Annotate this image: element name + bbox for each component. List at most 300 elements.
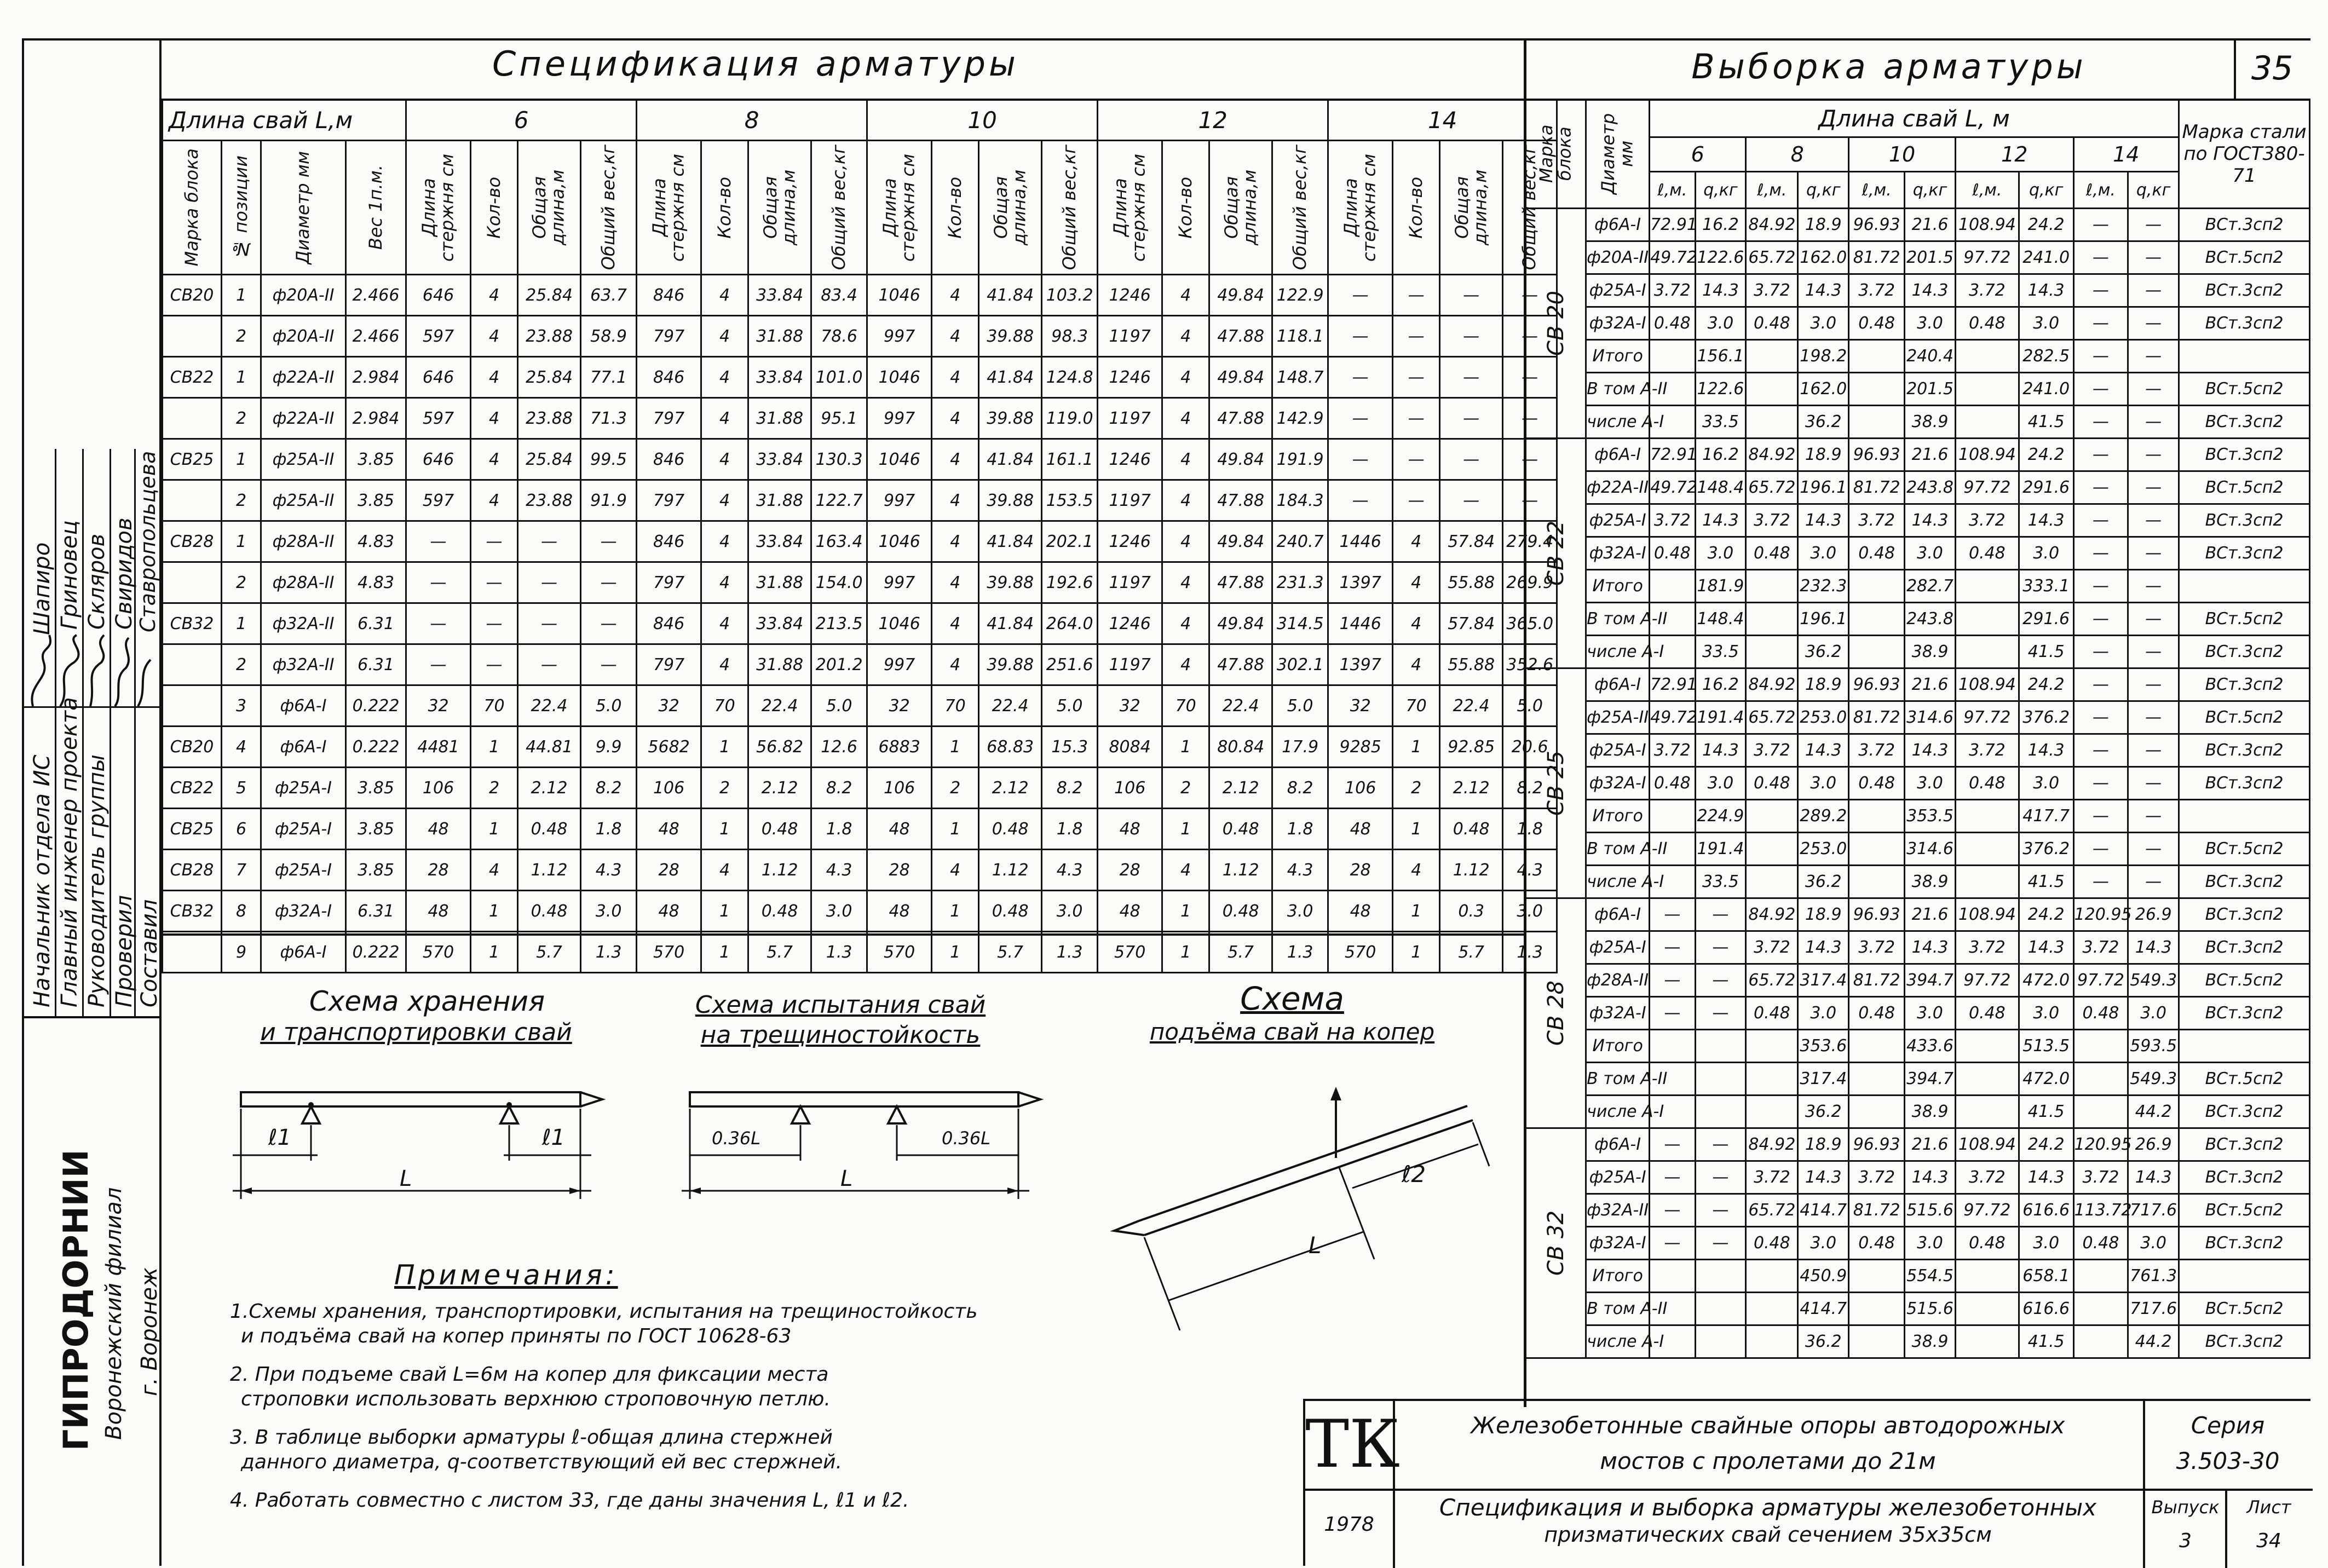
storage-title-2: и транспортировки свай [260,1018,572,1046]
spec-cell: 3.0 [581,891,637,932]
title-block [1303,1399,2310,1566]
spec-cell: 1.8 [811,809,867,850]
sel-cell [1746,1325,1798,1358]
spec-cell: 365.0 [1503,603,1557,644]
spec-cell: 1246 [1098,603,1162,644]
spec-cell: 8.2 [1042,768,1098,809]
sel-row [1526,931,2310,964]
spec-cell: 5682 [637,727,701,768]
sel-cell: 44.2 [2128,1325,2179,1358]
sel-cell: 0.48 [1650,767,1695,800]
note-line-2: и подъёма свай на копер приняты по ГОСТ 10628-63 [241,1325,792,1347]
role-2: Главный инженер проекта [57,697,82,1007]
spec-cell: 4 [1162,439,1209,480]
spec-header-total_w: Общий вес,кг [1503,141,1557,275]
spec-cell: 98.3 [1042,316,1098,357]
sel-cell: 120.95 [2073,1128,2128,1161]
spec-cell: 4 [1162,644,1209,685]
sel-cell: 472.0 [2019,1063,2073,1096]
sel-cell [1650,570,1695,603]
sel-cell: — [2073,241,2128,274]
spec-cell: 2 [222,562,261,603]
sel-cell: 0.48 [1746,307,1798,340]
sel-cell: 21.6 [1905,209,1956,241]
spec-title: Спецификация арматуры [492,44,1019,84]
spec-cell: — [1503,480,1557,521]
spec-cell: 4 [471,357,518,398]
note-line-3: 2. При подъеме свай L=6м на копер для фиксации места [230,1363,829,1386]
sel-cell: 3.72 [1746,1161,1798,1194]
sel-row [1526,1194,2310,1227]
spec-cell: 570 [637,932,701,973]
spec-cell: — [518,521,581,562]
spec-cell: 797 [637,316,701,357]
spec-cell: 2 [701,768,748,809]
sel-cell: 122.6 [1695,373,1746,406]
spec-cell: 8.2 [1503,768,1557,809]
spec-cell: 1397 [1328,644,1393,685]
spec-cell: 48 [637,809,701,850]
spec-cell: — [406,644,471,685]
sel-cell [1746,800,1798,833]
sel-cell: 41.5 [2019,1096,2073,1128]
spec-cell: 3.85 [346,480,406,521]
sel-row [1526,1161,2310,1194]
spec-cell: 2.12 [1209,768,1272,809]
sel-cell: 0.48 [1955,537,2019,570]
sel-cell [1695,1030,1746,1063]
sel-cell: — [2073,307,2128,340]
spec-header-qty: Кол-во [1393,141,1440,275]
sel-cell: 65.72 [1746,701,1798,734]
sel-row [1526,701,2310,734]
spec-cell: 4 [471,316,518,357]
spec-cell: 213.5 [811,603,867,644]
sel-cell: 3.72 [1746,504,1798,537]
spec-cell: 1.12 [979,850,1042,891]
sel-diam-cell: Итого [1586,1030,1650,1063]
spec-cell: — [1440,398,1503,439]
sel-cell [1849,1260,1905,1293]
sel-steel-cell: ВСт.5сп2 [2179,1063,2310,1096]
sel-cell: 3.72 [1650,734,1695,767]
spec-cell: 4 [932,603,979,644]
spec-row [163,316,1557,357]
spec-cell: 4 [701,562,748,603]
sel-cell: 16.2 [1695,439,1746,471]
spec-cell: 47.88 [1209,316,1272,357]
spec-cell: ф32А-II [261,603,346,644]
sel-cell: — [2073,701,2128,734]
sel-cell: 3.72 [1849,1161,1905,1194]
sel-cell: 108.94 [1955,668,2019,701]
sel-cell: 253.0 [1798,701,1849,734]
sel-cell: 36.2 [1798,1325,1849,1358]
sel-cell [1695,1260,1746,1293]
sel-cell: — [2128,439,2179,471]
sel-cell: — [2128,471,2179,504]
spec-cell: 12.6 [811,727,867,768]
sel-diam-cell: ф25А-I [1586,931,1650,964]
sel-cell: 0.48 [1650,537,1695,570]
sel-cell: 240.4 [1905,340,1956,373]
sel-cell: 394.7 [1905,1063,1956,1096]
sel-cell: 14.3 [1798,931,1849,964]
sel-cell: — [2128,734,2179,767]
spec-cell: 646 [406,275,471,316]
spec-cell: 4 [471,398,518,439]
spec-cell: 28 [637,850,701,891]
spec-cell: 48 [406,891,471,932]
sel-cell: 21.6 [1905,439,1956,471]
sel-cell [1695,1096,1746,1128]
spec-cell: 4 [701,480,748,521]
spec-header-rod_len: Длина стержня см [1328,141,1393,275]
sel-cell: 72.91 [1650,209,1695,241]
spec-cell: 0.48 [518,891,581,932]
sel-cell: 333.1 [2019,570,2073,603]
spec-block-cell: СВ32 [163,603,222,644]
sel-cell: 162.0 [1798,241,1849,274]
spec-cell: 570 [867,932,932,973]
spec-cell: ф6А-I [261,685,346,727]
org-name: ГИПРОДОРНИИ [56,1149,96,1451]
logo-tk: ТК [1305,1406,1400,1483]
spec-row [163,521,1557,562]
sel-cell: 243.8 [1905,603,1956,636]
lift-scheme-drawing [1106,1057,1489,1330]
sel-cell: 3.72 [1849,504,1905,537]
sel-cell: — [1695,1128,1746,1161]
spec-cell: 4.3 [581,850,637,891]
spec-cell: 846 [637,439,701,480]
sel-cell: 26.9 [2128,1128,2179,1161]
sel-cell: 0.48 [1849,767,1905,800]
spec-block-cell: СВ20 [163,275,222,316]
spec-cell: 9.9 [581,727,637,768]
spec-cell: 2.466 [346,316,406,357]
sel-cell: — [1650,997,1695,1030]
spec-cell: 33.84 [748,521,811,562]
spec-cell: 3.85 [346,850,406,891]
sel-cell [1849,636,1905,668]
sel-steel-cell: ВСт.3сп2 [2179,734,2310,767]
sel-cell: 414.7 [1798,1194,1849,1227]
spec-cell: 57.84 [1440,521,1503,562]
sel-cell: 72.91 [1650,668,1695,701]
spec-cell: 597 [406,398,471,439]
role-5: Составил [137,899,162,1007]
spec-cell: 1 [932,932,979,973]
spec-cell: 56.82 [748,727,811,768]
spec-cell: ф22А-II [261,357,346,398]
spec-cell: 0.48 [1209,891,1272,932]
sel-cell: 224.9 [1695,800,1746,833]
spec-cell: 5.0 [1272,685,1328,727]
spec-cell: 4 [1162,357,1209,398]
sel-cell [1746,1030,1798,1063]
sel-steel-cell: ВСт.3сп2 [2179,636,2310,668]
spec-cell: — [1328,275,1393,316]
spec-cell: — [471,644,518,685]
sel-cell: 317.4 [1798,1063,1849,1096]
spec-cell: 0.222 [346,932,406,973]
spec-cell: — [1440,275,1503,316]
sel-cell: 14.3 [1905,734,1956,767]
sel-cell: 33.5 [1695,406,1746,439]
signatures [22,630,162,712]
sel-cell [1746,406,1798,439]
spec-cell: 4 [701,521,748,562]
sel-steel-cell [2179,570,2310,603]
sel-cell: — [1650,1194,1695,1227]
spec-cell: 4 [932,644,979,685]
spec-cell: 4.83 [346,521,406,562]
sel-cell [1955,570,2019,603]
sel-cell [2073,1325,2128,1358]
sel-diam-cell: ф25А-I [1586,1161,1650,1194]
spec-cell: 4.3 [1503,850,1557,891]
spec-cell: 1.8 [1042,809,1098,850]
storage-title-1: Схема хранения [309,985,545,1017]
sel-steel-cell: ВСт.5сп2 [2179,701,2310,734]
spec-header-total_len: Общая длина,м [518,141,581,275]
sel-l-header: ℓ,м. [2073,172,2128,209]
spec-cell: 39.88 [979,398,1042,439]
sel-steel-cell: ВСт.3сп2 [2179,439,2310,471]
spec-block-cell [163,932,222,973]
spec-row [163,439,1557,480]
stamp-title-2: мостов с пролетами до 21м [1600,1448,1936,1474]
spec-cell: 1.3 [1272,932,1328,973]
spec-cell: 1 [1162,932,1209,973]
spec-cell: 39.88 [979,644,1042,685]
sel-row [1526,274,2310,307]
sel-cell: 14.3 [1798,1161,1849,1194]
sel-cell [2073,1293,2128,1325]
spec-cell: 39.88 [979,480,1042,521]
sel-cell: 0.48 [2073,1227,2128,1260]
sel-cell: — [2073,866,2128,898]
sel-cell [1955,636,2019,668]
spec-cell: 4 [1162,316,1209,357]
sel-cell: 353.5 [1905,800,1956,833]
sel-cell: 314.6 [1905,701,1956,734]
spec-cell: 48 [867,809,932,850]
spec-cell: 231.3 [1272,562,1328,603]
spec-cell: — [1328,357,1393,398]
sel-steel-cell: ВСт.5сп2 [2179,833,2310,866]
sel-diam-cell: ф20А-II [1586,241,1650,274]
sel-q-header: q,кг [1905,172,1956,209]
sel-diam-cell: ф6А-I [1586,1128,1650,1161]
sel-cell: — [2073,734,2128,767]
sel-cell: 14.3 [1798,274,1849,307]
sel-cell: 108.94 [1955,439,2019,471]
spec-cell: 1 [471,809,518,850]
spec-cell: 1046 [867,357,932,398]
spec-cell: 201.2 [811,644,867,685]
spec-cell: 148.7 [1272,357,1328,398]
sel-length-14: 14 [2073,137,2179,172]
sel-cell: — [1650,1128,1695,1161]
spec-cell: 202.1 [1042,521,1098,562]
spec-cell: 570 [1098,932,1162,973]
spec-row [163,850,1557,891]
spec-cell: 570 [406,932,471,973]
spec-cell: 646 [406,439,471,480]
spec-cell: ф25А-II [261,439,346,480]
sel-cell: — [2128,209,2179,241]
spec-length-10: 10 [867,100,1098,141]
lift-L: L [1309,1232,1322,1259]
sel-cell [1746,866,1798,898]
sel-cell: 658.1 [2019,1260,2073,1293]
sel-cell: 24.2 [2019,898,2073,931]
spec-cell: 2 [222,480,261,521]
spec-cell: 41.84 [979,521,1042,562]
spec-cell: 997 [867,398,932,439]
spec-cell: 2 [1393,768,1440,809]
sel-cell [1650,1260,1695,1293]
sel-diam-cell: Итого [1586,340,1650,373]
spec-cell: 1 [471,932,518,973]
sel-cell: 81.72 [1849,964,1905,997]
sel-diam-cell: ф32А-II [1586,1194,1650,1227]
sel-cell: 96.93 [1849,1128,1905,1161]
sel-cell: 18.9 [1798,898,1849,931]
sel-cell: 24.2 [2019,668,2073,701]
spec-cell: 846 [637,275,701,316]
sel-diam-cell: ф25А-I [1586,274,1650,307]
sel-cell [1955,1030,2019,1063]
sel-cell [1746,1063,1798,1096]
spec-row [163,562,1557,603]
spec-cell: 4.3 [811,850,867,891]
spec-cell: — [1503,316,1557,357]
spec-length-14: 14 [1328,100,1557,141]
spec-cell: 70 [1393,685,1440,727]
sel-cell [1746,373,1798,406]
spec-cell: 2 [932,768,979,809]
issue-value: 3 [2179,1530,2192,1552]
sel-cell: 24.2 [2019,1128,2073,1161]
sel-diam-cell: Итого [1586,800,1650,833]
spec-cell: 1197 [1098,316,1162,357]
spec-cell: 33.84 [748,439,811,480]
sel-q-header: q,кг [2128,172,2179,209]
spec-cell: 4481 [406,727,471,768]
sel-cell: — [2073,767,2128,800]
spec-cell: 4 [1162,398,1209,439]
spec-cell: 28 [1328,850,1393,891]
sel-cell [1746,603,1798,636]
spec-bottom-line [162,933,1524,936]
sel-cell: — [2073,504,2128,537]
spec-cell: 41.84 [979,275,1042,316]
spec-cell: — [1393,316,1440,357]
spec-block-cell: СВ20 [163,727,222,768]
sel-cell [1849,833,1905,866]
spec-cell: 0.222 [346,685,406,727]
sel-cell: 472.0 [2019,964,2073,997]
spec-cell: 1.8 [581,809,637,850]
sel-cell: 14.3 [2019,931,2073,964]
spec-cell: — [1440,480,1503,521]
sel-cell: 14.3 [1695,274,1746,307]
sel-cell: — [2073,537,2128,570]
sel-cell: — [2128,668,2179,701]
spec-cell: 22.4 [1440,685,1503,727]
spec-cell: 0.48 [979,809,1042,850]
sel-steel-cell: ВСт.3сп2 [2179,866,2310,898]
sel-cell: 317.4 [1798,964,1849,997]
sel-cell: — [1695,1161,1746,1194]
sel-cell [1849,406,1905,439]
sel-cell: 3.72 [1955,1161,2019,1194]
spec-row [163,891,1557,932]
sel-cell: 41.5 [2019,1325,2073,1358]
sel-cell: — [2128,241,2179,274]
spec-cell: 1 [701,932,748,973]
spec-length-label: Длина свай L,м [163,100,406,141]
sel-diam-cell: ф6А-I [1586,439,1650,471]
spec-cell: — [1328,439,1393,480]
sel-cell: 3.0 [1905,1227,1956,1260]
spec-cell: 2 [471,768,518,809]
sel-cell: 241.0 [2019,241,2073,274]
spec-cell: — [1393,275,1440,316]
spec-cell: 55.88 [1440,562,1503,603]
spec-cell: ф32А-II [261,644,346,685]
spec-cell: 4 [1162,850,1209,891]
spec-cell: 1246 [1098,439,1162,480]
sel-cell [1849,340,1905,373]
spec-cell: 15.3 [1042,727,1098,768]
sel-steel-cell: ВСт.5сп2 [2179,241,2310,274]
sel-cell: 14.3 [1695,734,1746,767]
spec-cell: 23.88 [518,480,581,521]
sel-cell: 616.6 [2019,1293,2073,1325]
spec-cell: 4.3 [1272,850,1328,891]
sel-cell [1746,1293,1798,1325]
spec-row [163,603,1557,644]
spec-cell: 4 [701,275,748,316]
spec-cell: 70 [471,685,518,727]
sel-diam-cell: ф32А-I [1586,997,1650,1030]
spec-cell: 106 [1328,768,1393,809]
spec-cell: 3.85 [346,768,406,809]
spec-cell: 8 [222,891,261,932]
sel-cell: 201.5 [1905,373,1956,406]
sel-cell: — [1695,964,1746,997]
sel-row [1526,636,2310,668]
spec-cell: ф20А-II [261,316,346,357]
sel-length-6: 6 [1650,137,1746,172]
sel-cell: 3.72 [1746,734,1798,767]
notes-title: Примечания: [394,1259,618,1291]
sel-diam-cell: В том А-II [1586,1293,1650,1325]
sel-cell: 108.94 [1955,898,2019,931]
spec-cell: 2 [1162,768,1209,809]
spec-cell: 1 [701,891,748,932]
sel-cell: 282.7 [1905,570,1956,603]
spec-cell: — [1393,439,1440,480]
sel-l-header: ℓ,м. [1849,172,1905,209]
spec-cell: — [581,603,637,644]
spec-cell: 3.0 [1503,891,1557,932]
spec-cell: 4 [1393,562,1440,603]
